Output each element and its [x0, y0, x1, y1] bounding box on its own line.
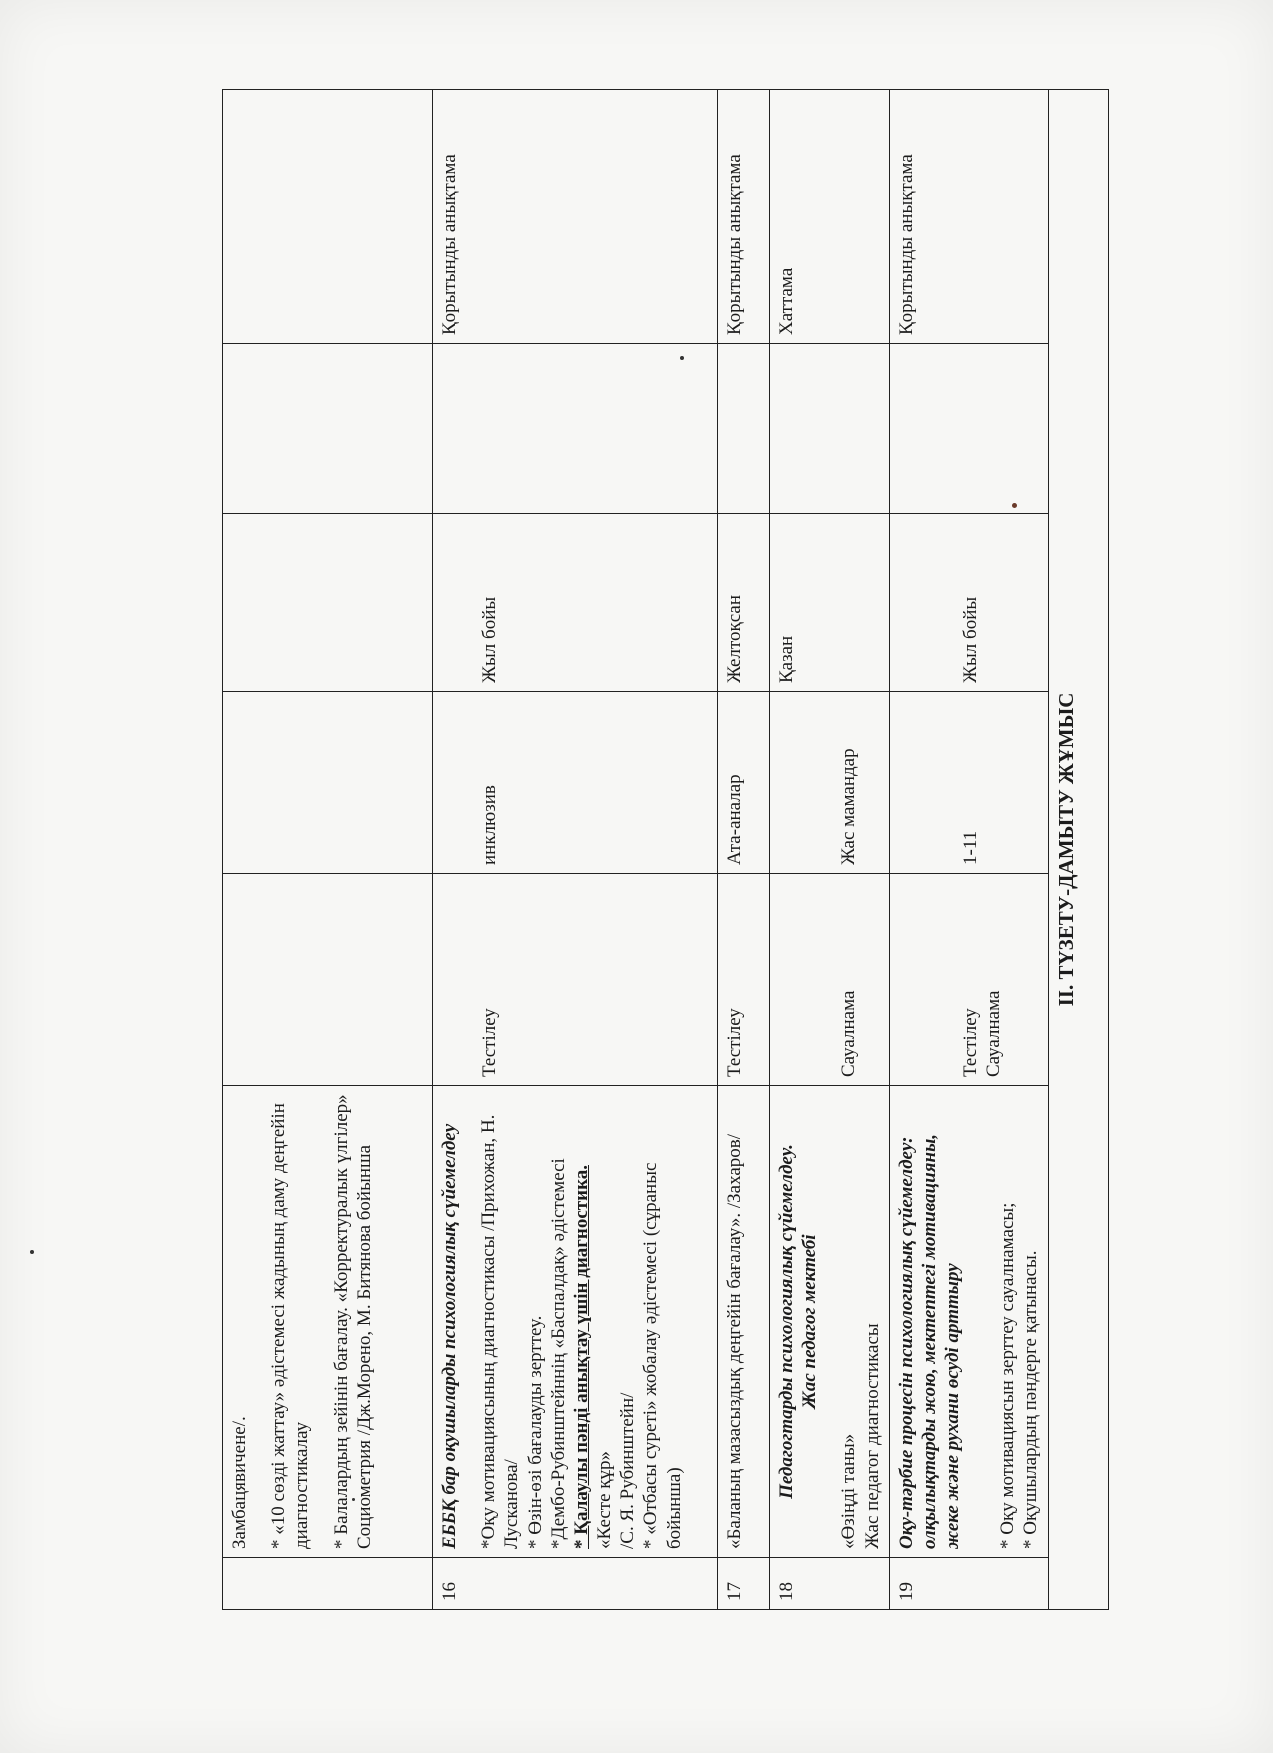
row-method: Тестілеу Сауалнама: [889, 874, 1048, 1086]
row-participants: Ата-аналар: [718, 692, 770, 874]
row-content: «Баланың мазасыздық деңгейін бағалау». /Захаров/: [718, 1086, 770, 1558]
row-number: [223, 1558, 433, 1610]
table-row: [433, 90, 718, 1610]
row-number: 17: [718, 1558, 770, 1610]
row-content: [433, 1086, 718, 1558]
row-responsible: [223, 344, 433, 514]
row-responsible: [770, 344, 890, 514]
row-number: 16: [433, 1558, 718, 1610]
content-line: Социометрия /Дж.Морено, М. Битянова бойынша: [353, 1144, 375, 1549]
row-responsible: [433, 344, 718, 514]
row-content: [223, 1086, 433, 1558]
row-result: [223, 90, 433, 344]
row-result: Қорытынды анықтама: [433, 90, 718, 344]
row-responsible: [718, 344, 770, 514]
row-participants: [223, 692, 433, 874]
section-row: [1048, 90, 1108, 1610]
row-time: Жыл бойы: [889, 514, 1048, 692]
content-line: * Оқу мотивациясын зерттеу сауалнамасы;: [997, 1202, 1019, 1549]
row-title: ЕББҚ бар оқушыларды психологиялық сүйемелдеу: [439, 1123, 460, 1549]
table-row: [889, 90, 1048, 1610]
scan-speck: [30, 1250, 34, 1254]
rotated-page: [222, 90, 1172, 1610]
row-method: Тестілеу: [718, 874, 770, 1086]
section-title: II. ТҮЗЕТУ-ДАМЫТУ ЖҰМЫС: [1048, 90, 1108, 1610]
table-row: [718, 90, 770, 1610]
row-content: [889, 1086, 1048, 1558]
row-number: 19: [889, 1558, 1048, 1610]
row-time: Желтоқсан: [718, 514, 770, 692]
content-line: * Өзін-өзі бағалауды зерттеу.: [524, 1315, 546, 1549]
row-result: Қорытынды анықтама: [889, 90, 1048, 344]
row-result: Хаттама: [770, 90, 890, 344]
content-line: * Балалардың зейінін бағалау. «Корректуралык үлгілер»: [330, 1094, 352, 1549]
row-result: Қорытынды анықтама: [718, 90, 770, 344]
content-line-bold: * Қалаулы пәнді анықтау үшін диагностика.: [570, 1165, 592, 1549]
row-title: Педагогтарды психологиялық сүйемелдеу.: [776, 1144, 797, 1499]
row-number: 18: [770, 1558, 890, 1610]
row-participants: Жас мамандар: [770, 692, 890, 874]
content-line: *Оқу мотивациясының диагностикасы /Прихожан, Н. Лусканова/: [478, 1114, 523, 1549]
content-line: * «10 сөзді жаттау» әдістемесі жадының даму деңгейін диагностикалау: [268, 1103, 313, 1549]
row-method: Сауалнама: [770, 874, 890, 1086]
row-time: Қазан: [770, 514, 890, 692]
content-line: *Дембо-Рубинштейннің «Баспалдақ» әдістемесі: [547, 1158, 569, 1549]
table-row: [770, 90, 890, 1610]
row-time: [223, 514, 433, 692]
content-line: Замбацявичене/.: [229, 1416, 250, 1549]
plan-table: [222, 89, 1109, 1610]
content-line: * Оқушылардың пәндерге қатынасы.: [1020, 1250, 1042, 1549]
row-title: Оқу-тәрбие процесін психологиялық сүйемелдеу: олқылықтарды жою, мектептегі мотивацияны, жеке және рухани өсуді арттыру: [895, 1133, 964, 1549]
row-method: Тестілеу: [433, 874, 718, 1086]
content-line: «Кесте құр»: [594, 1450, 616, 1549]
content-line: Жас педагог диагностикасы: [861, 1323, 883, 1549]
row-method: [223, 874, 433, 1086]
row-responsible: [889, 344, 1048, 514]
row-time: Жыл бойы: [433, 514, 718, 692]
content-line: «Өзіңді таны»: [838, 1433, 860, 1549]
row-content: [770, 1086, 890, 1558]
content-line: /С. Я. Рубинштейн/: [617, 1392, 639, 1549]
content-line: * «Отбасы суреті» жобалау әдістемесі (сұраныс бойынша): [640, 1162, 685, 1549]
row-participants: инклюзив: [433, 692, 718, 874]
row-subtitle: Жас педагог мектебі: [799, 1234, 821, 1409]
row-participants: 1-11: [889, 692, 1048, 874]
table-row: [223, 90, 433, 1610]
